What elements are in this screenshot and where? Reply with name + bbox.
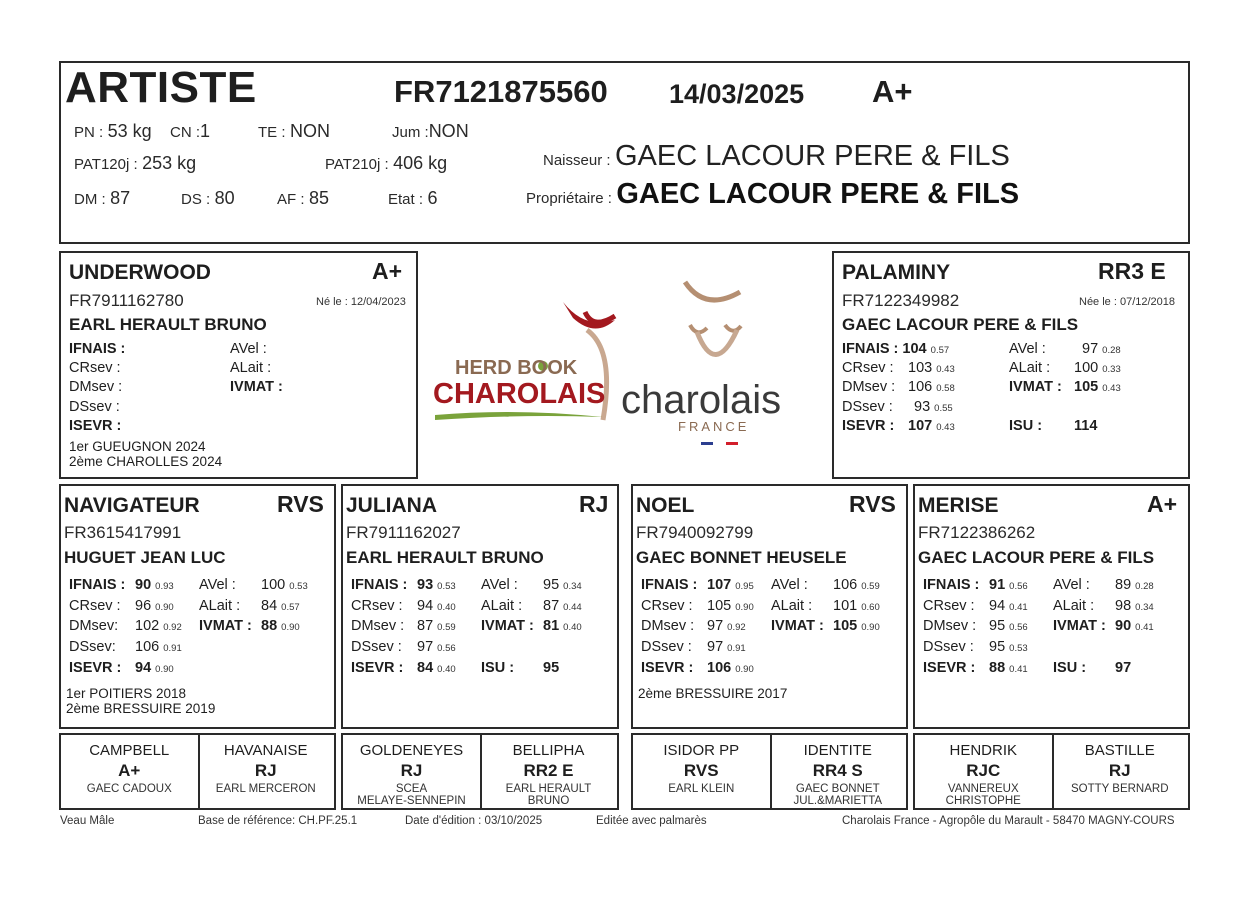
ancestor-alait-label: ALait : <box>771 598 813 614</box>
ancestor-isevr-cd: 0.40 <box>437 664 456 675</box>
grandparent-owner <box>915 783 1052 807</box>
ancestor-palmares-line: 2ème BRESSUIRE 2019 <box>66 701 216 716</box>
grandparent-owner <box>770 783 907 807</box>
jum-field: Jum :NON <box>392 121 469 141</box>
footer-sex: Veau Mâle <box>60 815 115 827</box>
ancestor-ifnais: 93 <box>417 577 434 593</box>
ancestor-box <box>341 484 619 729</box>
dam-avel: 97 <box>1082 341 1099 357</box>
grandparent-owner <box>480 783 617 807</box>
ancestor-isevr-cd: 0.90 <box>735 664 754 675</box>
ancestor-id: FR7122386262 <box>918 523 1036 542</box>
ancestor-dmsev: 102 <box>135 618 160 634</box>
ancestor-dssev-label: DSsev : <box>923 639 974 655</box>
ancestor-crsev-label: CRsev : <box>923 598 975 614</box>
dam-ivmat-cd: 0.43 <box>1102 383 1121 394</box>
ancestor-crsev-label: CRsev : <box>351 598 403 614</box>
ancestor-ifnais-label: IFNAIS : <box>351 577 408 593</box>
sire-isevr-label: ISEVR : <box>69 418 122 434</box>
footer-edition: Date d'édition : 03/10/2025 <box>405 815 543 827</box>
proprietaire-field: Propriétaire : GAEC LACOUR PERE & FILS <box>526 178 1020 210</box>
grandparent-cell <box>633 735 772 808</box>
ancestor-isevr-cd: 0.90 <box>155 664 174 675</box>
grandparent-owner <box>343 783 480 807</box>
ancestor-owner: GAEC BONNET HEUSELE <box>636 548 847 567</box>
grandparent-qualification: RJ <box>400 761 423 780</box>
ancestor-isevr-cd: 0.41 <box>1009 664 1028 675</box>
ancestor-isu: 95 <box>543 660 560 676</box>
dam-box <box>832 251 1190 479</box>
dam-birthdate: Née le : 07/12/2018 <box>1079 296 1176 308</box>
edition-date: 14/03/2025 <box>669 79 805 109</box>
ancestor-ifnais-cd: 0.56 <box>1009 581 1028 592</box>
ancestor-avel-label: AVel : <box>771 577 808 593</box>
charolais-country: FRANCE <box>678 419 750 434</box>
grandparent-owner-line: MELAYE-SENNEPIN <box>357 795 466 807</box>
grandparent-owner <box>198 783 335 795</box>
ancestor-ivmat: 88 <box>261 618 278 634</box>
grandparents-box <box>59 733 336 810</box>
ancestor-alait-cd: 0.60 <box>861 602 880 613</box>
ancestor-palmares <box>66 686 215 716</box>
ancestor-crsev-cd: 0.40 <box>437 602 456 613</box>
ancestor-avel-cd: 0.59 <box>861 581 880 592</box>
grandparents-box <box>341 733 619 810</box>
ancestor-ivmat-cd: 0.41 <box>1135 622 1154 633</box>
ancestor-dmsev-label: DMsev : <box>923 618 977 634</box>
dam-avel-cd: 0.28 <box>1102 345 1121 356</box>
ancestor-id: FR7940092799 <box>636 523 754 542</box>
grandparent-name: HAVANAISE <box>223 742 308 759</box>
sire-ifnais-label: IFNAIS : <box>69 341 126 357</box>
charolais-horn-icon <box>685 282 740 300</box>
ancestor-dssev-cd: 0.91 <box>727 643 746 654</box>
dam-ivmat: 105 <box>1074 379 1099 395</box>
ancestor-isevr-label: ISEVR : <box>69 660 122 676</box>
dam-id: FR7122349982 <box>842 291 960 310</box>
ancestor-ifnais-cd: 0.53 <box>437 581 456 592</box>
header-box <box>59 61 1190 244</box>
grandparent-owner-line: SOTTY BERNARD <box>1070 783 1169 795</box>
ancestor-avel: 106 <box>833 577 858 593</box>
grandparent-name: BASTILLE <box>1084 742 1155 759</box>
ancestor-palmares-line: 1er POITIERS 2018 <box>66 686 187 701</box>
ancestor-ivmat-label: IVMAT : <box>1053 618 1106 634</box>
dam-name: PALAMINY <box>842 261 951 284</box>
ancestor-avel: 95 <box>543 577 560 593</box>
grandparent-owner-line: CHRISTOPHE <box>945 795 1021 807</box>
ancestor-dssev-label: DSsev: <box>69 639 116 655</box>
ancestor-avel-cd: 0.28 <box>1135 581 1154 592</box>
ancestor-crsev: 94 <box>417 598 434 614</box>
ancestor-ifnais-label: IFNAIS : <box>923 577 980 593</box>
ancestor-isu-label: ISU : <box>1053 660 1087 676</box>
naisseur-field: Naisseur : GAEC LACOUR PERE & FILS <box>543 140 1010 172</box>
ancestor-owner: GAEC LACOUR PERE & FILS <box>918 548 1155 567</box>
ancestor-avel-cd: 0.34 <box>563 581 582 592</box>
ancestor-alait: 101 <box>833 598 858 614</box>
grandparent-owner-line: VANNEREUX <box>947 783 1019 795</box>
ancestor-isu-label: ISU : <box>481 660 515 676</box>
ancestor-dmsev: 95 <box>989 618 1006 634</box>
sire-name: UNDERWOOD <box>69 261 211 284</box>
dam-dmsev-cd: 0.58 <box>936 383 955 394</box>
grandparent-name: ISIDOR PP <box>663 742 740 759</box>
sire-alait-label: ALait : <box>230 360 272 376</box>
sire-avel-label: AVel : <box>230 341 267 357</box>
ancestor-alait: 98 <box>1115 598 1132 614</box>
ancestor-isevr-label: ISEVR : <box>923 660 976 676</box>
ancestor-dmsev-label: DMsev: <box>69 618 119 634</box>
herdbook-line1: HERD BOOK <box>455 357 578 379</box>
ancestor-isevr: 106 <box>707 660 732 676</box>
ancestor-crsev: 105 <box>707 598 732 614</box>
ancestor-box <box>913 484 1190 729</box>
grandparent-cell <box>770 735 907 808</box>
dam-alait: 100 <box>1074 360 1099 376</box>
ancestor-name: NAVIGATEUR <box>64 494 200 517</box>
ancestor-avel-label: AVel : <box>481 577 518 593</box>
ancestor-owner: HUGUET JEAN LUC <box>64 548 226 567</box>
ancestor-ifnais: 107 <box>707 577 732 593</box>
ancestor-alait-cd: 0.44 <box>563 602 582 613</box>
ancestor-ifnais-label: IFNAIS : <box>641 577 698 593</box>
ancestor-ivmat-label: IVMAT : <box>199 618 252 634</box>
ancestor-dssev: 97 <box>417 639 434 655</box>
ancestor-ifnais: 91 <box>989 577 1006 593</box>
grandparent-name: BELLIPHA <box>512 742 585 759</box>
ancestor-id: FR3615417991 <box>64 523 182 542</box>
grandparent-cell <box>198 735 335 808</box>
grandparent-qualification: RJC <box>966 761 1001 780</box>
sire-crsev-label: CRsev : <box>69 360 121 376</box>
dam-isevr-label: ISEVR : <box>842 418 895 434</box>
ancestor-id: FR7911162027 <box>346 523 461 542</box>
ancestor-alait: 87 <box>543 598 560 614</box>
te-field: TE : NON <box>258 121 330 141</box>
ancestor-ifnais: 90 <box>135 577 152 593</box>
sire-dmsev-label: DMsev : <box>69 379 123 395</box>
dam-ivmat-label: IVMAT : <box>1009 379 1062 395</box>
grandparent-name: HENDRIK <box>949 742 1017 759</box>
grandparent-qualification: RJ <box>254 761 277 780</box>
ancestor-crsev-label: CRsev : <box>641 598 693 614</box>
sire-id: FR7911162780 <box>69 291 184 310</box>
ancestor-dssev: 106 <box>135 639 160 655</box>
grandparent-name: IDENTITE <box>803 742 872 759</box>
ancestor-ifnais-cd: 0.93 <box>155 581 174 592</box>
animal-qualification: A+ <box>872 74 913 109</box>
grandparent-owner-line: BRUNO <box>527 795 570 807</box>
ancestor-ivmat-label: IVMAT : <box>481 618 534 634</box>
ancestor-name: NOEL <box>636 494 695 517</box>
cn-field: CN :1 <box>170 121 211 141</box>
ancestor-isevr: 84 <box>417 660 434 676</box>
grandparent-cell <box>480 735 617 808</box>
grandparent-cell <box>343 735 482 808</box>
ancestor-dssev: 97 <box>707 639 724 655</box>
ancestor-dssev-cd: 0.91 <box>163 643 182 654</box>
ancestor-ifnais-cd: 0.95 <box>735 581 754 592</box>
grandparents-box <box>913 733 1190 810</box>
pn-field: PN : 53 kg <box>74 121 152 141</box>
grandparent-owner-line: GAEC BONNET <box>795 783 880 795</box>
dam-crsev-cd: 0.43 <box>936 364 955 375</box>
ancestor-alait: 84 <box>261 598 278 614</box>
ancestor-alait-label: ALait : <box>1053 598 1095 614</box>
ancestor-dssev-cd: 0.53 <box>1009 643 1028 654</box>
footer-address: Charolais France - Agropôle du Marault - 58470 MAGNY-COURS <box>842 815 1175 827</box>
dam-owner: GAEC LACOUR PERE & FILS <box>842 315 1079 334</box>
animal-name: ARTISTE <box>65 63 257 112</box>
ancestor-crsev-cd: 0.90 <box>735 602 754 613</box>
ancestor-palmares <box>638 686 787 701</box>
ancestor-isevr-label: ISEVR : <box>351 660 404 676</box>
grandparent-owner <box>1052 783 1189 795</box>
ancestor-crsev-label: CRsev : <box>69 598 121 614</box>
grandparent-owner-line: EARL MERCERON <box>215 783 316 795</box>
ancestor-dmsev-cd: 0.59 <box>437 622 456 633</box>
ancestor-crsev-cd: 0.90 <box>155 602 174 613</box>
ancestor-name: JULIANA <box>346 494 438 517</box>
pat120-field: PAT120j : 253 kg <box>74 153 197 173</box>
ancestor-dmsev-cd: 0.56 <box>1009 622 1028 633</box>
sire-owner: EARL HERAULT BRUNO <box>69 315 267 334</box>
ancestor-qualification: RJ <box>579 491 609 517</box>
sire-palmares-line: 1er GUEUGNON 2024 <box>69 439 206 454</box>
grandparent-cell <box>1052 735 1189 808</box>
ancestor-avel-label: AVel : <box>199 577 236 593</box>
grandparents-box <box>631 733 908 810</box>
animal-id: FR7121875560 <box>394 74 608 109</box>
grandparent-name: CAMPBELL <box>89 742 170 759</box>
dam-ifnais-cd: 0.57 <box>930 345 950 356</box>
af-field: AF : 85 <box>277 188 329 208</box>
grandparent-qualification: A+ <box>118 761 141 780</box>
sire-dssev-label: DSsev : <box>69 399 120 415</box>
dam-dmsev-label: DMsev : <box>842 379 896 395</box>
dam-ifnais-label: IFNAIS : <box>842 341 899 357</box>
ancestor-dmsev-label: DMsev : <box>351 618 405 634</box>
dam-dmsev: 106 <box>908 379 933 395</box>
sire-ivmat-label: IVMAT : <box>230 379 283 395</box>
dam-qualification: RR3 E <box>1098 258 1166 284</box>
logos-area <box>425 270 825 460</box>
ancestor-owner: EARL HERAULT BRUNO <box>346 548 544 567</box>
grandparent-owner-line: JUL.&MARIETTA <box>793 795 883 807</box>
ancestor-ivmat: 105 <box>833 618 858 634</box>
grandparent-owner-line: SCEA <box>395 783 428 795</box>
dam-alait-cd: 0.33 <box>1102 364 1121 375</box>
ancestor-alait-label: ALait : <box>481 598 523 614</box>
dam-alait-label: ALait : <box>1009 360 1051 376</box>
grandparent-qualification: RR4 S <box>812 761 863 780</box>
ancestor-isevr: 94 <box>135 660 152 676</box>
dam-isu: 114 <box>1074 418 1098 434</box>
ancestor-ivmat-cd: 0.90 <box>861 622 880 633</box>
ancestor-ifnais-label: IFNAIS : <box>69 577 126 593</box>
footer-base: Base de référence: CH.PF.25.1 <box>198 815 358 827</box>
grandparent-cell <box>915 735 1054 808</box>
ancestor-avel: 89 <box>1115 577 1132 593</box>
dm-field: DM : 87 <box>74 188 131 208</box>
grandparent-owner-line: GAEC CADOUX <box>86 783 172 795</box>
ds-field: DS : 80 <box>181 188 235 208</box>
pat210-field: PAT210j : 406 kg <box>325 153 448 173</box>
grandparent-qualification: RJ <box>1108 761 1131 780</box>
sire-palmares-line: 2ème CHAROLLES 2024 <box>69 454 223 469</box>
ancestor-alait-cd: 0.57 <box>281 602 300 613</box>
sire-palmares <box>69 439 222 469</box>
ancestor-box <box>59 484 336 729</box>
herdbook-line2: CHAROLAIS <box>433 378 606 410</box>
ancestor-name: MERISE <box>918 494 999 517</box>
ancestor-qualification: A+ <box>1147 491 1178 517</box>
dam-isu-label: ISU : <box>1009 418 1043 434</box>
herdbook-logo <box>425 270 825 460</box>
ancestor-ivmat: 81 <box>543 618 560 634</box>
ancestor-dmsev: 87 <box>417 618 434 634</box>
ancestor-crsev-cd: 0.41 <box>1009 602 1028 613</box>
ancestor-qualification: RVS <box>849 491 896 517</box>
ancestor-dssev-label: DSsev : <box>641 639 692 655</box>
ancestor-ivmat-cd: 0.90 <box>281 622 300 633</box>
footer-palmares: Editée avec palmarès <box>596 815 707 827</box>
grandparent-owner-line: EARL HERAULT <box>505 783 592 795</box>
ancestor-dmsev: 97 <box>707 618 724 634</box>
dam-dssev-label: DSsev : <box>842 399 893 415</box>
ancestor-dmsev-cd: 0.92 <box>727 622 746 633</box>
ancestor-qualification: RVS <box>277 491 324 517</box>
ancestor-ivmat-label: IVMAT : <box>771 618 824 634</box>
ancestor-isevr-label: ISEVR : <box>641 660 694 676</box>
ancestor-isevr: 88 <box>989 660 1006 676</box>
ancestor-dssev: 95 <box>989 639 1006 655</box>
ancestor-crsev: 96 <box>135 598 152 614</box>
ancestor-avel-cd: 0.53 <box>289 581 308 592</box>
grandparent-name: GOLDENEYES <box>359 742 464 759</box>
dam-crsev: 103 <box>908 360 933 376</box>
dam-dssev: 93 <box>914 399 931 415</box>
ancestor-dmsev-label: DMsev : <box>641 618 695 634</box>
dam-dssev-cd: 0.55 <box>934 403 953 414</box>
ancestor-alait-label: ALait : <box>199 598 241 614</box>
dam-avel-label: AVel : <box>1009 341 1046 357</box>
ancestor-avel-label: AVel : <box>1053 577 1090 593</box>
ancestor-dmsev-cd: 0.92 <box>163 622 182 633</box>
sire-qualification: A+ <box>372 258 403 284</box>
ancestor-ivmat-cd: 0.40 <box>563 622 582 633</box>
charolais-word: charolais <box>621 378 782 422</box>
dam-isevr: 107 <box>908 418 933 434</box>
ancestor-alait-cd: 0.34 <box>1135 602 1154 613</box>
ancestor-ivmat: 90 <box>1115 618 1132 634</box>
grandparent-qualification: RVS <box>683 761 719 780</box>
ancestor-box <box>631 484 908 729</box>
etat-field: Etat : 6 <box>388 188 438 208</box>
ancestor-crsev: 94 <box>989 598 1006 614</box>
sire-birthdate: Né le : 12/04/2023 <box>316 296 406 308</box>
ancestor-dssev-label: DSsev : <box>351 639 402 655</box>
ancestor-palmares-line: 2ème BRESSUIRE 2017 <box>638 686 788 701</box>
sire-box <box>59 251 418 479</box>
grandparent-qualification: RR2 E <box>523 761 574 780</box>
dam-isevr-cd: 0.43 <box>936 422 955 433</box>
grandparent-cell <box>61 735 200 808</box>
ancestor-isu: 97 <box>1115 660 1132 676</box>
ancestor-avel: 100 <box>261 577 286 593</box>
dam-ifnais: 104 <box>902 341 927 357</box>
grandparent-owner-line: EARL KLEIN <box>668 783 735 795</box>
dam-crsev-label: CRsev : <box>842 360 894 376</box>
ancestor-dssev-cd: 0.56 <box>437 643 456 654</box>
grandparent-owner <box>61 783 198 795</box>
grandparent-owner <box>633 783 770 795</box>
